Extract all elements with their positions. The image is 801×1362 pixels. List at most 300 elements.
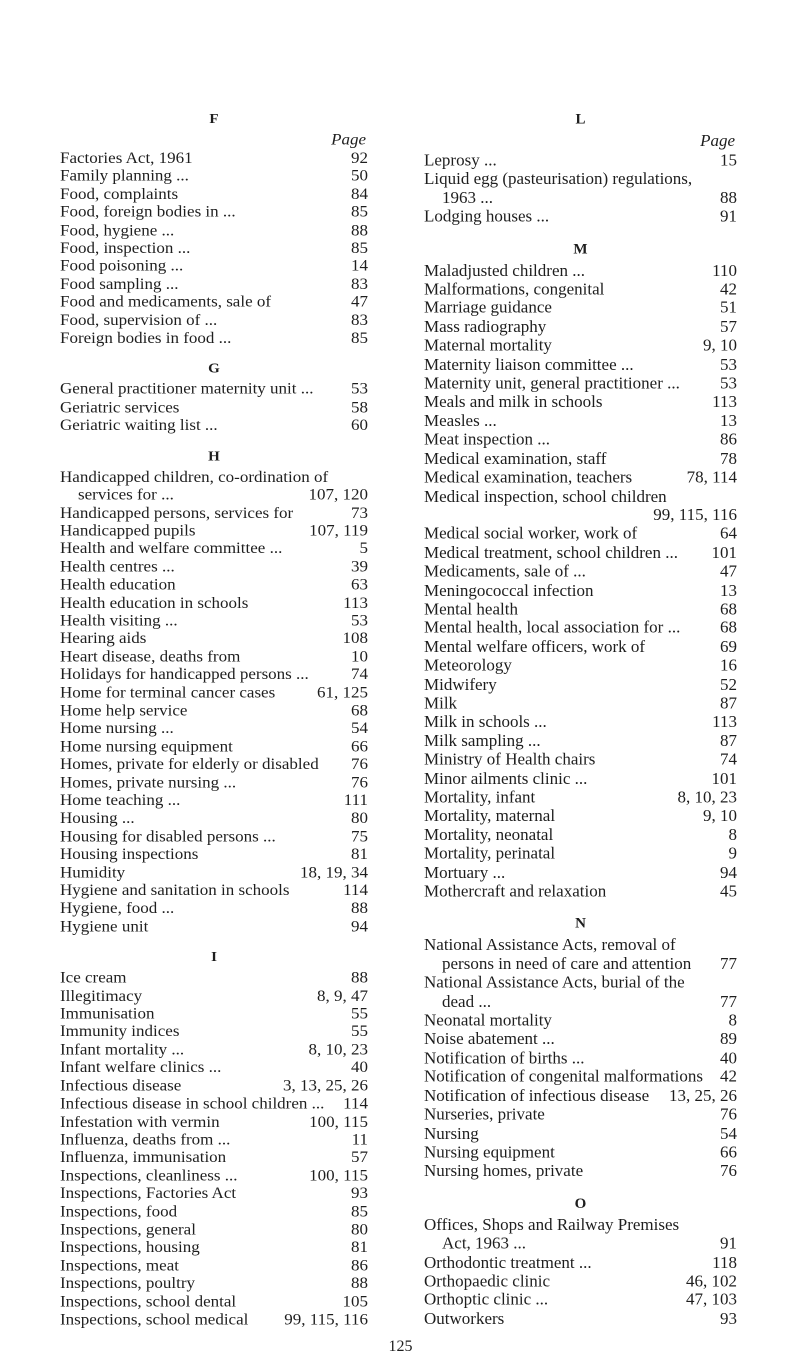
leader-dots — [703, 1067, 716, 1086]
leader-dots — [592, 1253, 709, 1272]
index-entry — [424, 543, 737, 562]
entry-page: 69 — [720, 637, 737, 656]
leader-dots — [555, 807, 699, 826]
entry-page: 113 — [712, 392, 737, 412]
index-entry — [424, 449, 737, 468]
leader-dots — [586, 562, 716, 581]
leader-dots — [602, 393, 708, 412]
leader-dots — [505, 863, 716, 882]
index-entry — [60, 845, 368, 863]
index-entry — [424, 656, 737, 675]
entry-term: Medical social worker, work of — [424, 524, 638, 543]
entry-term: Immunity indices — [60, 1022, 180, 1041]
leader-dots — [190, 239, 347, 257]
entry-term: Meteorology — [424, 656, 512, 675]
entry-page: 9, 10 — [703, 336, 737, 355]
leader-dots — [314, 380, 348, 398]
entry-page — [733, 487, 737, 506]
entry-term: 1963 ... — [442, 188, 493, 207]
leader-dots — [231, 329, 347, 347]
entry-page — [733, 170, 737, 189]
index-entry — [424, 188, 737, 207]
entry-term: Health centres ... — [60, 557, 175, 576]
leader-dots — [512, 656, 716, 675]
index-entry — [424, 1105, 737, 1124]
entry-term: Homes, private for elderly or disabled — [60, 755, 319, 773]
entry-page: 58 — [351, 398, 368, 416]
entry-term: Inspections, meat — [60, 1256, 179, 1274]
entry-page: 8 — [728, 1010, 737, 1030]
index-entry — [60, 1094, 368, 1112]
entry-term: Inspections, housing — [60, 1238, 200, 1256]
entry-term: Hearing aids — [60, 629, 147, 648]
index-entry — [424, 807, 737, 826]
entry-term: Offices, Shops and Railway Premises — [424, 1215, 680, 1234]
leader-dots — [606, 882, 716, 901]
entry-term: Medical examination, teachers — [424, 467, 633, 487]
leader-dots — [236, 203, 347, 221]
leader-dots — [319, 755, 347, 773]
entry-term: Family planning ... — [60, 167, 189, 185]
entry-term: Orthoptic clinic ... — [424, 1290, 549, 1309]
index-entry — [60, 576, 368, 594]
leader-dots — [606, 449, 716, 468]
entry-page: 57 — [351, 1148, 368, 1167]
leader-dots — [271, 293, 347, 311]
entry-page: 99, 115, 116 — [653, 505, 737, 525]
index-entry — [424, 280, 737, 299]
index-entry — [424, 1309, 737, 1328]
index-entry — [424, 412, 737, 431]
entry-term: Immunisation — [60, 1004, 155, 1023]
index-entry — [60, 917, 368, 935]
entry-term: Maternity liaison committee ... — [424, 355, 634, 374]
entry-term: Home nursing ... — [60, 719, 174, 738]
leader-dots — [691, 955, 716, 974]
index-entry — [424, 826, 737, 845]
leader-dots — [585, 1049, 716, 1068]
index-column-right — [424, 112, 737, 1328]
entry-page: 78, 114 — [686, 467, 737, 487]
index-entry — [60, 1202, 368, 1220]
entry-term: Home help service — [60, 701, 188, 720]
entry-page: 89 — [720, 1029, 737, 1049]
entry-page: 92 — [351, 149, 368, 167]
index-entry — [60, 1292, 368, 1310]
entry-term: Nurseries, private — [424, 1105, 545, 1124]
entry-term: Hygiene, food ... — [60, 899, 175, 917]
entry-page: 118 — [712, 1252, 737, 1272]
entry-term: Notification of births ... — [424, 1048, 585, 1068]
index-entry — [60, 167, 368, 185]
entry-term: Act, 1963 ... — [442, 1234, 527, 1253]
leader-dots — [679, 1215, 733, 1234]
index-entry — [60, 611, 368, 629]
index-entry — [60, 987, 368, 1005]
entry-page: 8, 9, 47 — [317, 986, 368, 1005]
leader-dots — [555, 1143, 716, 1162]
leader-dots — [497, 412, 716, 431]
index-entry — [424, 731, 737, 750]
entry-term: Housing ... — [60, 809, 135, 827]
leader-dots — [178, 611, 347, 629]
leader-dots — [637, 524, 716, 543]
entry-term: Inspections, school medical — [60, 1310, 249, 1328]
entry-page: 76 — [351, 773, 368, 791]
entry-page — [364, 468, 368, 486]
index-entry — [424, 675, 737, 694]
entry-page: 114 — [343, 1094, 368, 1113]
index-entry — [60, 1148, 368, 1166]
entry-page: 88 — [720, 188, 737, 207]
index-entry — [424, 788, 737, 807]
leader-dots — [549, 207, 716, 226]
index-entry — [60, 1166, 368, 1184]
entry-page: 94 — [720, 863, 737, 882]
index-entry — [60, 239, 368, 257]
leader-dots — [240, 647, 347, 665]
entry-page: 107, 120 — [308, 485, 368, 504]
entry-term: Mortuary ... — [424, 863, 506, 882]
entry-term: Notification of congenital malformations — [424, 1067, 704, 1086]
leader-dots — [196, 522, 306, 540]
entry-term: General practitioner maternity unit ... — [60, 380, 314, 398]
entry-page: 86 — [720, 430, 737, 449]
entry-page: 42 — [720, 1067, 737, 1086]
entry-term: Meals and milk in schools — [424, 392, 603, 412]
entry-term: Nursing homes, private — [424, 1161, 584, 1180]
leader-dots — [545, 1105, 716, 1124]
leader-dots — [221, 1059, 347, 1077]
entry-term: Medical inspection, school children — [424, 486, 667, 506]
leader-dots — [248, 1310, 280, 1328]
page-column-heading: Page — [331, 130, 366, 149]
entry-term: Infectious disease in school children ... — [60, 1094, 325, 1113]
entry-page: 46, 102 — [686, 1271, 737, 1291]
leader-dots — [550, 430, 716, 449]
entry-page: 88 — [351, 899, 368, 917]
entry-page: 42 — [720, 279, 737, 299]
index-entry — [424, 955, 737, 974]
entry-page: 99, 115, 116 — [284, 1310, 368, 1328]
entry-page: 83 — [351, 274, 368, 293]
entry-page: 61, 125 — [317, 683, 368, 702]
entry-term: Handicapped children, co-ordination of — [60, 467, 329, 486]
entry-page: 93 — [351, 1184, 368, 1203]
entry-term: Maternal mortality — [424, 336, 552, 355]
leader-dots — [146, 629, 338, 647]
index-entry — [60, 1220, 368, 1238]
entry-page: 68 — [720, 618, 737, 637]
entry-page: 18, 19, 34 — [300, 863, 368, 881]
entry-term: Outworkers — [424, 1309, 505, 1328]
entry-term: Health education — [60, 575, 176, 594]
entry-page: 88 — [351, 968, 368, 987]
entry-term: Geriatric waiting list ... — [60, 416, 218, 434]
leader-dots — [497, 675, 716, 694]
leader-dots — [442, 506, 649, 525]
leader-dots — [546, 317, 716, 336]
leader-dots — [125, 863, 296, 881]
entry-term: Inspections, general — [60, 1220, 196, 1239]
leader-dots — [685, 973, 733, 992]
leader-dots — [236, 1292, 338, 1310]
entry-term: Minor ailments clinic ... — [424, 769, 588, 788]
entry-page: 55 — [351, 1022, 368, 1041]
index-entry — [424, 882, 737, 901]
entry-term: Leprosy ... — [424, 150, 497, 170]
entry-page: 66 — [351, 737, 368, 755]
index-entry — [424, 1291, 737, 1310]
leader-dots — [680, 619, 716, 638]
index-entry — [60, 594, 368, 612]
entry-term: Mass radiography — [424, 317, 547, 336]
entry-page: 3, 13, 25, 26 — [283, 1076, 368, 1095]
entry-page: 77 — [720, 954, 737, 973]
entry-page — [733, 1215, 737, 1234]
section-letter: O — [574, 1195, 587, 1212]
entry-term: Nursing equipment — [424, 1142, 555, 1162]
entry-page: 113 — [712, 712, 737, 732]
entry-page: 54 — [351, 719, 368, 738]
entry-page: 68 — [720, 599, 737, 619]
entry-term: Maternity unit, general practitioner ... — [424, 373, 680, 393]
leader-dots — [457, 694, 716, 713]
index-entry — [60, 1005, 368, 1023]
entry-term: Mothercraft and relaxation — [424, 881, 607, 901]
leader-dots — [541, 731, 716, 750]
index-entry — [424, 1067, 737, 1086]
entry-page: 15 — [720, 150, 737, 170]
index-entry — [424, 600, 737, 619]
entry-page: 11 — [351, 1130, 368, 1149]
entry-term: Infant mortality ... — [60, 1040, 185, 1059]
index-entry — [60, 647, 368, 665]
entry-page: 55 — [351, 1004, 368, 1023]
entry-page: 105 — [342, 1292, 368, 1310]
entry-page: 76 — [720, 1105, 737, 1124]
index-entry — [60, 203, 368, 221]
index-entry — [60, 185, 368, 203]
entry-term: Inspections, Factories Act — [60, 1184, 237, 1203]
leader-dots — [548, 1291, 682, 1310]
leader-dots — [127, 969, 347, 987]
leader-dots — [184, 1041, 304, 1059]
entry-page: 107, 119 — [309, 521, 368, 540]
leader-dots — [174, 719, 347, 737]
index-entry — [424, 637, 737, 656]
entry-term: Mortality, neonatal — [424, 825, 554, 844]
entry-term: Meat inspection ... — [424, 430, 551, 449]
leader-dots — [195, 1274, 347, 1292]
index-entry — [60, 416, 368, 434]
index-entry — [60, 1077, 368, 1095]
entry-term: Neonatal mortality — [424, 1010, 552, 1030]
entry-term: Liquid egg (pasteurisation) regulations, — [424, 169, 693, 189]
index-entry — [60, 380, 368, 398]
entry-term: Marriage guidance — [424, 298, 552, 318]
index-entry — [424, 524, 737, 543]
entry-page: 16 — [720, 656, 737, 675]
entry-term: Illegitimacy — [60, 986, 143, 1005]
entry-term: Lodging houses ... — [424, 207, 550, 226]
entry-term: Health education in schools — [60, 593, 249, 612]
entry-page: 52 — [720, 674, 737, 694]
index-entry — [424, 487, 737, 506]
index-entry — [424, 393, 737, 412]
entry-term: Heart disease, deaths from — [60, 647, 241, 666]
entry-term: Orthopaedic clinic — [424, 1271, 551, 1291]
leader-dots — [282, 540, 355, 558]
entry-page: 47 — [351, 292, 368, 311]
index-entry — [60, 1023, 368, 1041]
entry-term: Mental health, local association for ... — [424, 618, 681, 637]
index-entry — [60, 791, 368, 809]
entry-term: Malformations, congenital — [424, 279, 605, 299]
entry-term: Handicapped pupils — [60, 521, 196, 540]
index-entry — [424, 374, 737, 393]
leader-dots — [179, 1023, 347, 1041]
index-entry — [60, 629, 368, 647]
index-entry — [424, 844, 737, 863]
entry-page: 108 — [342, 629, 368, 648]
entry-page: 64 — [720, 524, 737, 543]
index-entry — [60, 881, 368, 899]
entry-term: Foreign bodies in food ... — [60, 328, 232, 347]
index-entry — [60, 809, 368, 827]
leader-dots — [176, 576, 347, 594]
entry-term: Food, foreign bodies in ... — [60, 203, 236, 221]
leader-dots — [289, 881, 339, 899]
entry-page: 13, 25, 26 — [669, 1086, 737, 1105]
entry-page: 83 — [351, 310, 368, 329]
index-entry — [424, 1253, 737, 1272]
entry-page: 114 — [343, 881, 368, 899]
entry-page: 39 — [351, 557, 368, 576]
entry-page: 53 — [351, 611, 368, 630]
index-entry — [424, 581, 737, 600]
entry-term: Mental welfare officers, work of — [424, 637, 646, 656]
entry-page: 47 — [720, 562, 737, 581]
entry-page: 110 — [712, 260, 737, 280]
index-entry — [60, 665, 368, 683]
leader-dots — [238, 1166, 306, 1184]
entry-term: Ice cream — [60, 968, 127, 987]
index-entry — [60, 329, 368, 347]
index-entry — [60, 827, 368, 845]
index-entry — [424, 713, 737, 732]
index-entry — [60, 719, 368, 737]
entry-page: 84 — [351, 185, 368, 203]
entry-term: persons in need of care and attention — [442, 954, 692, 973]
entry-term: Food, hygiene ... — [60, 221, 175, 239]
section-letter: L — [575, 112, 586, 128]
leader-dots — [479, 1124, 716, 1143]
index-entry — [424, 1086, 737, 1105]
entry-term: Home for terminal cancer cases — [60, 683, 276, 702]
entry-term: Food and medicaments, sale of — [60, 292, 272, 311]
entry-page: 100, 115 — [309, 1166, 368, 1185]
leader-dots — [174, 486, 305, 504]
entry-term: Handicapped persons, services for — [60, 503, 294, 522]
index-entry — [60, 522, 368, 540]
index-entry — [60, 701, 368, 719]
leader-dots — [550, 1272, 682, 1291]
index-entry — [60, 486, 368, 504]
entry-term: Food poisoning ... — [60, 256, 184, 275]
index-entry — [424, 207, 737, 226]
index-entry — [60, 899, 368, 917]
entry-term: Maladjusted children ... — [424, 260, 585, 280]
index-entry — [60, 293, 368, 311]
entry-term: Infestation with vermin — [60, 1112, 220, 1131]
entry-page: 81 — [351, 1238, 368, 1256]
leader-dots — [179, 275, 347, 293]
entry-term: Medicaments, sale of ... — [424, 562, 586, 581]
index-entry — [424, 151, 737, 170]
index-entry — [424, 1215, 737, 1234]
entry-page: 87 — [720, 731, 737, 750]
leader-dots — [183, 257, 347, 275]
entry-page: 66 — [720, 1142, 737, 1162]
leader-dots — [535, 788, 673, 807]
entry-page: 101 — [711, 543, 737, 562]
leader-dots — [233, 737, 347, 755]
leader-dots — [226, 1148, 347, 1166]
entry-term: Orthodontic treatment ... — [424, 1252, 592, 1272]
entry-page: 40 — [351, 1058, 368, 1077]
entry-page: 81 — [351, 845, 368, 863]
entry-page: 85 — [351, 1202, 368, 1221]
entry-page: 80 — [351, 1220, 368, 1239]
leader-dots — [148, 917, 347, 935]
index-entry — [424, 1272, 737, 1291]
section-letter: N — [575, 916, 586, 932]
index-entry — [424, 430, 737, 449]
index-entry — [60, 257, 368, 275]
entry-term: Nursing — [424, 1123, 479, 1143]
leader-dots — [593, 581, 716, 600]
entry-page: 74 — [720, 750, 737, 769]
entry-page: 91 — [720, 1234, 737, 1253]
leader-dots — [680, 374, 716, 393]
entry-term: Hygiene unit — [60, 917, 149, 935]
leader-dots — [179, 398, 347, 416]
index-entry — [424, 317, 737, 336]
leader-dots — [248, 594, 339, 612]
leader-dots — [217, 311, 347, 329]
entry-term: Geriatric services — [60, 398, 180, 416]
leader-dots — [504, 1309, 716, 1328]
index-entry — [424, 299, 737, 318]
entry-term: Humidity — [60, 863, 126, 881]
page-column-heading: Page — [700, 131, 735, 150]
leader-dots — [293, 504, 347, 522]
entry-term: Infant welfare clinics ... — [60, 1058, 222, 1077]
entry-page: 73 — [351, 503, 368, 522]
entry-page: 14 — [351, 256, 368, 275]
index-entry — [424, 506, 737, 525]
index-entry — [424, 1030, 737, 1049]
index-entry — [60, 398, 368, 416]
page-number: 125 — [388, 1338, 413, 1355]
leader-dots — [583, 1162, 716, 1181]
index-column-left — [60, 112, 368, 1328]
entry-page: 60 — [351, 416, 368, 434]
leader-dots — [174, 899, 347, 917]
entry-page: 53 — [351, 380, 368, 398]
index-entry — [60, 1112, 368, 1130]
